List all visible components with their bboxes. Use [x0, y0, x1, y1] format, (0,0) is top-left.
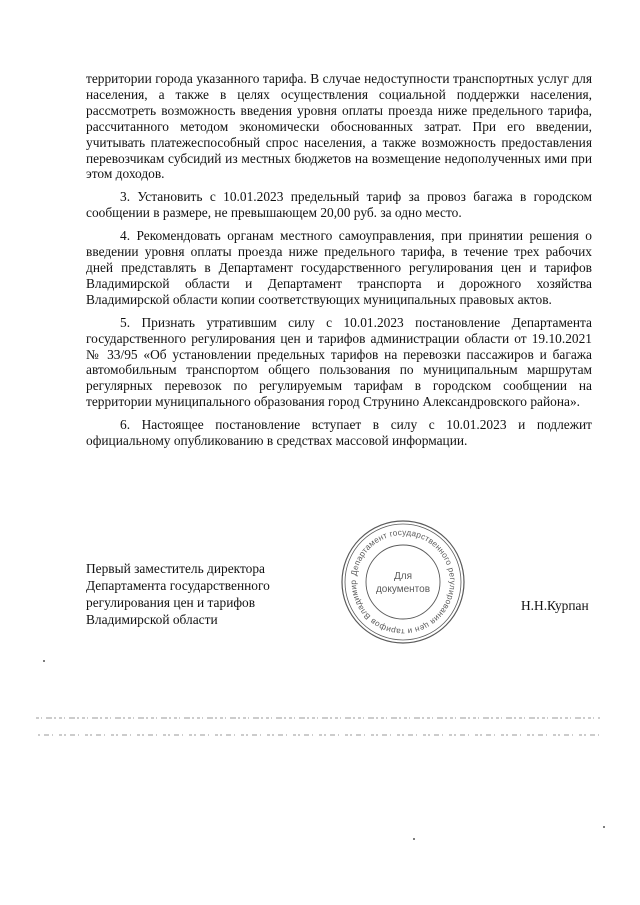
paragraph-item-6: 6. Настоящее постановление вступает в силу с 10.01.2023 и подлежит официальному опубликованию в средствах массовой информации. [86, 417, 592, 449]
signatory-name: Н.Н.Курпан [521, 598, 589, 613]
signatory-title [86, 560, 270, 628]
svg-text:Департамент государственного р: Департамент государственного регулирования цен и тарифов Владимир [348, 527, 458, 637]
paragraph-item-5: 5. Признать утратившим силу с 10.01.2023 постановление Департамента государственного регулирования цен и тарифов администрации области от 19.10.2021 № 33/95 «Об установлении предельных тарифов на перевозки пассажиров и багажа автомобильным транспортом общего пользования по муниципальным маршрутам регулярных перевозок по регулируемым тарифам в городском сообщении на территории муниципального образования город Струнино Александровского района». [86, 314, 592, 410]
paragraph-item-4: 4. Рекомендовать органам местного самоуправления, при принятии решения о введении уровня оплаты проезда ниже предельного тарифа, в течение трех рабочих дней представлять в Департамент государственного регулирования цен и тарифов Владимирской области и Департамент транспорта и дорожного хозяйства Владимирской области копии соответствующих муниципальных правовых актов. [86, 228, 592, 307]
official-stamp [338, 517, 468, 647]
paragraph-item-3: 3. Установить с 10.01.2023 предельный тариф за провоз багажа в городском сообщении в размере, не превышающем 20,00 руб. за одно место. [86, 189, 592, 221]
scan-artifact-line [0, 734, 640, 736]
signatory-title-line: Владимирской области [86, 612, 218, 627]
svg-text:Для: Для [393, 571, 413, 582]
signatory-title-line: Департамента государственного [86, 578, 270, 593]
paragraph-continuation: территории города указанного тарифа. В случае недоступности транспортных услуг для населения, а также в целях осуществления социальной поддержки населения, рассмотреть возможность введения уровня оплаты проезда ниже предельного тарифа, рассчитанного методом экономически обоснованных затрат. При его введении, учитывать платежеспособный спрос населения, а также возможность предоставления перевозчикам субсидий из местных бюджетов на возмещение недополученных ими при этом доходов. [86, 71, 592, 182]
svg-text:документов: документов [375, 584, 431, 595]
document-body [86, 71, 592, 449]
scan-artifact-line [0, 717, 640, 719]
signatory-title-line: регулирования цен и тарифов [86, 595, 256, 610]
stamp-seal-icon [338, 517, 468, 647]
signatory-title-line: Первый заместитель директора [86, 561, 265, 576]
scan-speck [413, 838, 415, 840]
scan-speck [43, 660, 45, 662]
scan-speck [603, 826, 605, 828]
